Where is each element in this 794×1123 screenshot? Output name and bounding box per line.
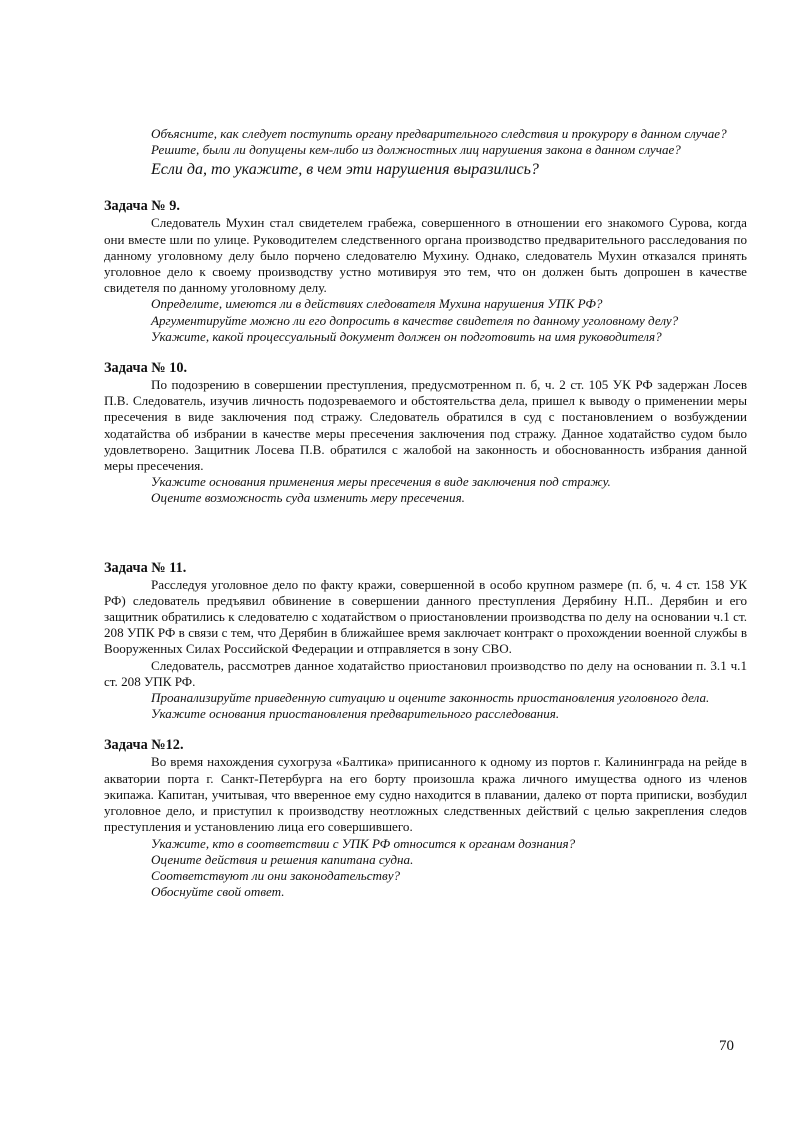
task-text: Следователь Мухин стал свидетелем грабежа, совершенного в отношении его знакомого Сурова, когда они вместе шли по улице. Руководителем следственного органа производство предварительного расследования по данному уголовному делу было порчено следователю Мухину. Однако, следователь Мухин отказался принять уголовное дело к своему производству устно мотивируя это тем, что он должен быть допрошен в качестве свидетеля по данному уголовному делу. <box>104 215 747 296</box>
intro-questions <box>104 126 747 181</box>
task-9 <box>104 197 747 345</box>
task-title: Задача №12. <box>104 737 184 754</box>
task-title: Задача № 10. <box>104 360 188 377</box>
task-12 <box>104 736 747 900</box>
question: Оцените действия и решения капитана судна. <box>151 851 414 867</box>
task-text: Расследуя уголовное дело по факту кражи, совершенной в особо крупном размере (п. б, ч. 4 ст. 158 УК РФ) следователь предъявил обвинение в совершении данного преступления Дерябину Н.П.. Дерябин и его защитник обратились к следователю с ходатайством о приостановлении производства по делу на основании ч.1 ст. 208 УПК РФ в связи с тем, что Дерябин в ближайшее время заключает контракт о прохождении военной службы в Вооруженных Силах Российской Федерации и отправляется в зону СВО. <box>104 576 747 657</box>
question: Соответствуют ли они законодательству? <box>151 867 401 883</box>
page-number: 70 <box>719 1038 734 1054</box>
task-text: По подозрению в совершении преступления, предусмотренном п. б, ч. 2 ст. 105 УК РФ задержан Лосев П.В. Следователь, изучив личность подозреваемого и обстоятельства дела, пришел к выводу о применении меры пресечения в виде заключения под стражу. Следователь обратился в суд с постановлением о возбуждении ходатайства об избрании в качестве меры пресечения заключения под стражу. Данное ходатайство судом было удовлетворено. Защитник Лосева П.В. обратился с жалобой на законность и обоснованность избрания данной меры пресечения. <box>104 377 747 474</box>
question: Укажите, кто в соответствии с УПК РФ относится к органам дознания? <box>151 835 576 851</box>
task-11 <box>104 559 747 723</box>
task-title: Задача № 9. <box>104 198 180 215</box>
task-text: Во время нахождения сухогруза «Балтика» приписанного к одному из портов г. Калининграда на рейде в акватории порта г. Санкт-Петербурга на его борту произошла кража личного имущества одного из членов экипажа. Капитан, учитывая, что вверенное ему судно находится в плавании, далеко от порта приписки, возбудил уголовное дело, и приступил к производству неотложных следственных действий с целью закрепления следов преступления и установлению лица его совершившего. <box>104 754 747 835</box>
question: Решите, были ли допущены кем-либо из должностных лиц нарушения закона в данном случае? <box>151 142 681 158</box>
document-page <box>104 126 747 900</box>
question: Обоснуйте свой ответ. <box>151 884 285 900</box>
question: Оцените возможность суда изменить меру пресечения. <box>151 490 465 506</box>
question: Аргументируйте можно ли его допросить в качестве свидетеля по данному уголовному делу? <box>151 312 679 328</box>
task-title: Задача № 11. <box>104 559 187 576</box>
task-text: Следователь, рассмотрев данное ходатайство приостановил производство по делу на основании п. 3.1 ч.1 ст. 208 УПК РФ. <box>104 657 747 689</box>
question: Объясните, как следует поступить органу предварительного следствия и прокурору в данном случае? <box>151 126 727 141</box>
question: Укажите, какой процессуальный документ должен он подготовить на имя руководителя? <box>151 328 662 344</box>
question: Укажите основания приостановления предварительного расследования. <box>151 706 560 722</box>
question: Определите, имеются ли в действиях следователя Мухина нарушения УПК РФ? <box>151 296 603 312</box>
question: Проанализируйте приведенную ситуацию и оцените законность приостановления уголовного дела. <box>151 690 710 706</box>
task-10 <box>104 359 747 507</box>
question: Укажите основания применения меры пресечения в виде заключения под стражу. <box>151 474 611 490</box>
question: Если да, то укажите, в чем эти нарушения выразились? <box>151 161 539 179</box>
